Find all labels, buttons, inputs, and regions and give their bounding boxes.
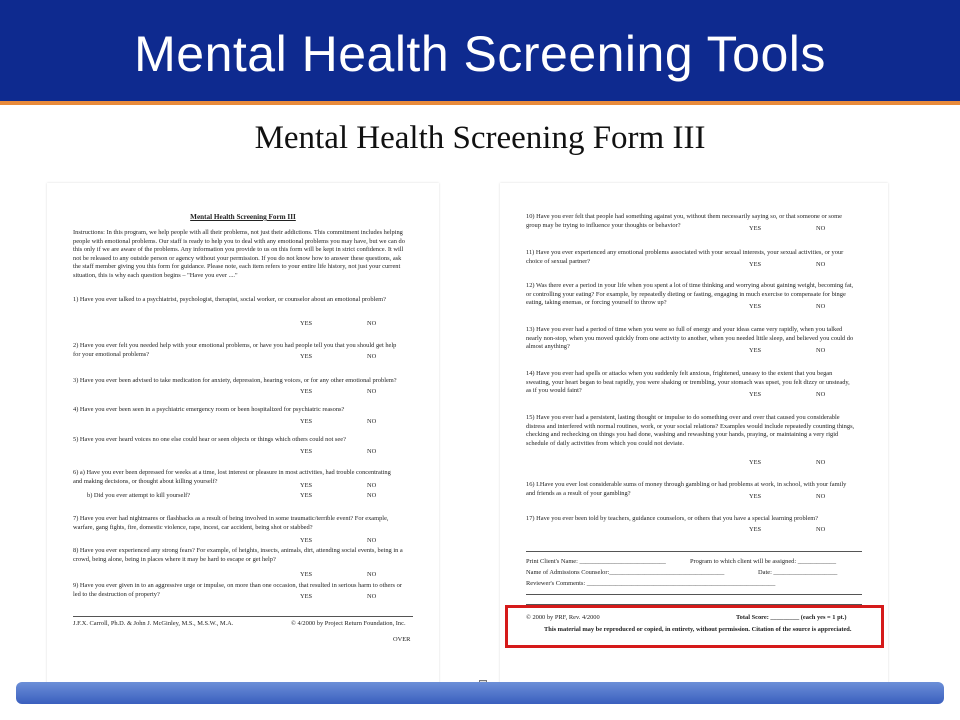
question-17: 17) Have you ever been told by teachers, guidance counselors, or others that you have a special learning problem? xyxy=(526,515,819,522)
copyright-notice: © 4/2000 by Project Return Foundation, Inc. xyxy=(291,620,406,627)
footer-rule xyxy=(73,616,413,617)
no-option[interactable]: NO xyxy=(816,347,826,354)
no-option[interactable]: NO xyxy=(816,303,826,310)
yes-option[interactable]: YES xyxy=(300,448,313,455)
yes-option[interactable]: YES xyxy=(300,320,313,327)
client-name-field[interactable]: Print Client's Name: ___________________________ xyxy=(526,558,666,565)
question-6b: b) Did you ever attempt to kill yourself? xyxy=(87,492,191,499)
no-option[interactable]: NO xyxy=(367,571,377,578)
question-15: 15) Have you ever had a persistent, lasting thought or impulse to do something over and over that caused you considerable distress and interfered with normal routines, work, or your social relations? Examples would include repeatedly counting things, checking and rechecking on things you had done, washing and rewashing your hands, praying, or maintaining a very rigid schedule of daily activities from which you could not deviate. xyxy=(526,414,855,447)
program-field[interactable]: Program to which client will be assigned: ____________ xyxy=(690,558,837,565)
question-12: 12) Was there ever a period in your life when you spent a lot of time thinking and worrying about gaining weight, becoming fat, or controlling your eating? For example, by repeatedly dieting or fasting, engaging in much exercise to compensate for binge eating, taking enemas, or forcing yourself to throw up? xyxy=(526,282,854,307)
form-instructions: Instructions: In this program, we help people with all their problems, not just their addictions. This commitment includes helping people with emotional problems. Our staff is ready to help you to deal with any emotional problems you may have, but we can do this only if we are aware of the problems. Any information you provide to us on this form will be kept in strict confidence. It will not be released to any outside person or agency without your permission. If you do not know how to answer these questions, ask the staff member giving you this form for guidance. Please note, each item refers to your entire life history, not just your current situation, this is why each question begins – "Have you ever ...." xyxy=(73,229,405,279)
no-option[interactable]: NO xyxy=(816,261,826,268)
question-4: 4) Have you ever been seen in a psychiatric emergency room or been hospitalized for psychiatric reasons? xyxy=(73,406,345,413)
yes-option[interactable]: YES xyxy=(749,391,762,398)
author-credit: J.F.X. Carroll, Ph.D. & John J. McGinley, M.S., M.S.W., M.A. xyxy=(73,620,234,627)
slide-title: Mental Health Screening Tools xyxy=(134,26,826,82)
yes-option[interactable]: YES xyxy=(749,261,762,268)
permission-note: This material may be reproduced or copied, in entirety, without permission. Citation of the source is appreciated. xyxy=(544,626,852,633)
yes-option[interactable]: YES xyxy=(749,347,762,354)
reviewer-comments-field[interactable]: Reviewer's Comments: ___________________________________________________________ xyxy=(526,580,776,587)
yes-option[interactable]: YES xyxy=(300,593,313,600)
comment-line xyxy=(526,594,862,595)
question-9: 9) Have you ever given in to an aggressive urge or impulse, on more than one occasion, that resulted in serious harm to others or led to the destruction of property? xyxy=(73,582,402,598)
over-label: OVER xyxy=(393,636,411,643)
yes-option[interactable]: YES xyxy=(300,353,313,360)
no-option[interactable]: NO xyxy=(367,353,377,360)
no-option[interactable]: NO xyxy=(367,418,377,425)
yes-option[interactable]: YES xyxy=(300,418,313,425)
yes-option[interactable]: YES xyxy=(749,493,762,500)
question-8: 8) Have you ever experienced any strong fears? For example, of heights, insects, animals, dirt, attending social events, being in a crowd, being alone, being in places where it may be hard to escape or get help? xyxy=(73,547,403,563)
no-option[interactable]: NO xyxy=(816,391,826,398)
yes-option[interactable]: YES xyxy=(300,537,313,544)
question-2: 2) Have you ever felt you needed help with your emotional problems, or have you had people tell you that you should get help for your emotional problems? xyxy=(73,342,397,358)
no-option[interactable]: NO xyxy=(367,482,377,489)
bottom-bar xyxy=(16,682,944,704)
question-6a: 6) a) Have you ever been depressed for weeks at a time, lost interest or pleasure in most activities, had trouble concentrating and making decisions, or thought about killing yourself? xyxy=(73,469,391,485)
yes-option[interactable]: YES xyxy=(749,526,762,533)
counselor-field[interactable]: Name of Admissions Counselor:____________________________________ xyxy=(526,569,725,576)
yes-option[interactable]: YES xyxy=(300,482,313,489)
no-option[interactable]: NO xyxy=(367,537,377,544)
question-13: 13) Have you ever had a period of time when you were so full of energy and your ideas came very rapidly, when you talked nearly non-stop, when you moved quickly from one activity to another, when you needed little sleep, and believed you could do almost anything? xyxy=(526,326,854,351)
no-option[interactable]: NO xyxy=(367,388,377,395)
question-7: 7) Have you ever had nightmares or flashbacks as a result of being involved in some traumatic/terrible event? For example, warfare, gang fights, fire, domestic violence, rape, incest, car accident, being shot or stabbed? xyxy=(73,515,389,531)
no-option[interactable]: NO xyxy=(367,320,377,327)
question-5: 5) Have you ever heard voices no one else could hear or seen objects or things which others could not see? xyxy=(73,436,346,443)
no-option[interactable]: NO xyxy=(367,593,377,600)
signature-rule xyxy=(526,551,862,552)
date-field[interactable]: Date: ____________________ xyxy=(758,569,838,576)
yes-option[interactable]: YES xyxy=(749,459,762,466)
yes-option[interactable]: YES xyxy=(749,303,762,310)
highlight-box xyxy=(505,605,884,648)
question-3: 3) Have you ever been advised to take medication for anxiety, depression, hearing voices, or for any other emotional problem? xyxy=(73,377,397,384)
question-14: 14) Have you ever had spells or attacks when you suddenly felt anxious, frightened, uneasy to the extent that you began sweating, your heart began to beat rapidly, you were shaking or trembling, your stomach was upset, you felt dizzy or unsteady, as if you would faint? xyxy=(526,370,850,395)
question-1: 1) Have you ever talked to a psychiatrist, psychologist, therapist, social worker, or counselor about an emotional problem? xyxy=(73,296,386,303)
no-option[interactable]: NO xyxy=(816,225,826,232)
yes-option[interactable]: YES xyxy=(300,571,313,578)
no-option[interactable]: NO xyxy=(367,448,377,455)
yes-option[interactable]: YES xyxy=(300,388,313,395)
no-option[interactable]: NO xyxy=(816,459,826,466)
no-option[interactable]: NO xyxy=(367,492,377,499)
no-option[interactable]: NO xyxy=(816,526,826,533)
question-10: 10) Have you ever felt that people had something against you, without them necessarily saying so, or that someone or some group may be trying to influence your thoughts or behavior? xyxy=(526,213,842,229)
question-16: 16) I.Have you ever lost considerable sums of money through gambling or had problems at work, in school, with your family and friends as a result of your gambling? xyxy=(526,481,847,497)
no-option[interactable]: NO xyxy=(816,493,826,500)
form-title: Mental Health Screening Form III xyxy=(190,213,296,221)
yes-option[interactable]: YES xyxy=(749,225,762,232)
form-copyright: © 2000 by PRF, Rev. 4/2000 xyxy=(526,614,600,621)
question-11: 11) Have you ever experienced any emotional problems associated with your sexual interests, your sexual activities, or your choice of sexual partner? xyxy=(526,249,844,265)
form-page-left xyxy=(47,183,439,693)
total-score: Total Score: _________ (each yes = 1 pt.) xyxy=(736,614,847,621)
yes-option[interactable]: YES xyxy=(300,492,313,499)
slide-subtitle: Mental Health Screening Form III xyxy=(254,120,706,156)
